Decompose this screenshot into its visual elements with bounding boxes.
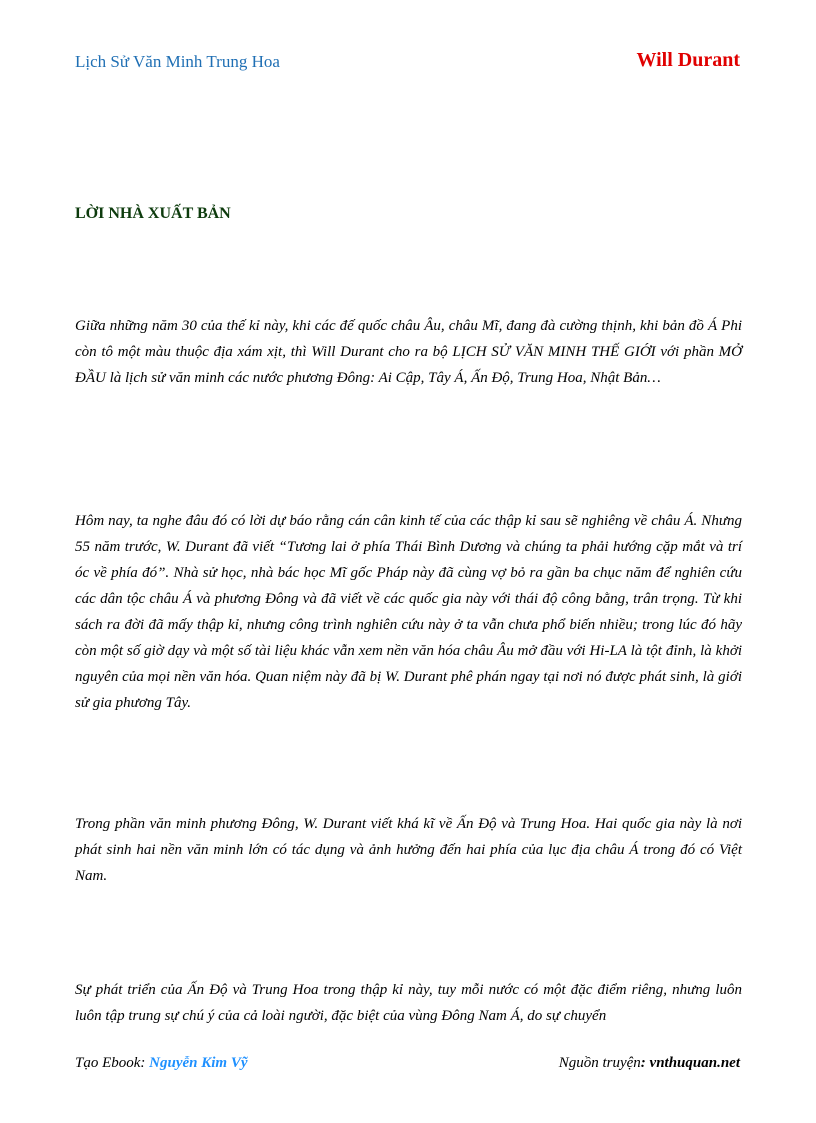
paragraph-3: Trong phần văn minh phương Đông, W. Durant viết khá kĩ về Ấn Độ và Trung Hoa. Hai quốc gia này là nơi phát sinh hai nền văn minh lớn có tác dụng và ảnh hưởng đến hai phía của lục địa châu Á trong đó có Việt Nam.: [75, 816, 742, 884]
paragraph-4: Sự phát triển của Ấn Độ và Trung Hoa trong thập kỉ này, tuy mỗi nước có một đặc điểm riêng, nhưng luôn luôn tập trung sự chú ý của cả loài người, đặc biệt của vùng Đông Nam Á, do sự chuyển: [75, 982, 742, 1024]
book-title: Lịch Sử Văn Minh Trung Hoa: [75, 52, 280, 71]
paragraph-2: Hôm nay, ta nghe đâu đó có lời dự báo rằng cán cân kinh tế của các thập kỉ sau sẽ nghiêng về châu Á. Nhưng 55 năm trước, W. Durant đã viết “Tương lai ở phía Thái Bình Dương và chúng ta phải hướng cặp mắt và trí óc về phía đó”. Nhà sử học, nhà bác học Mĩ gốc Pháp này đã cùng vợ bỏ ra gần ba chục năm để nghiên cứu các dân tộc châu Á và phương Đông và đã viết về các quốc gia này với thái độ công bằng, trân trọng. Từ khi sách ra đời đã mấy thập kỉ, nhưng công trình nghiên cứu này ở ta vẫn chưa phổ biến nhiều; trong lúc đó hãy còn một số giờ dạy và một số tài liệu khác vẫn xem nền văn hóa châu Âu mở đầu với Hi-LA là tột đỉnh, là khởi nguyên của mọi nền văn hóa. Quan niệm này đã bị W. Durant phê phán ngay tại nơi nó được phát sinh, là giới sử gia phương Tây.: [75, 513, 742, 711]
ebook-label: Tạo Ebook: [75, 1055, 141, 1071]
source-site[interactable]: vnthuquan.net: [649, 1055, 740, 1071]
footer-source-credit: [559, 1055, 740, 1072]
author-name: Will Durant: [636, 49, 740, 71]
ebook-author: Nguyễn Kim Vỹ: [149, 1055, 248, 1071]
section-title: LỜI NHÀ XUẤT BẢN: [75, 205, 231, 222]
paragraph-1: Giữa những năm 30 của thế kỉ này, khi các đế quốc châu Âu, châu Mĩ, đang đà cường thịnh, khi bản đồ Á Phi còn tô một màu thuộc địa xám xịt, thì Will Durant cho ra bộ LỊCH SỬ VĂN MINH THẾ GIỚI với phần MỞ ĐẦU là lịch sử văn minh các nước phương Đông: Ai Cập, Tây Á, Ấn Độ, Trung Hoa, Nhật Bản…: [75, 318, 742, 386]
source-label: Nguồn truyện: [558, 1055, 641, 1071]
source-separator: :: [640, 1055, 650, 1071]
ebook-separator: :: [140, 1055, 150, 1071]
footer-ebook-credit: [75, 1055, 248, 1072]
